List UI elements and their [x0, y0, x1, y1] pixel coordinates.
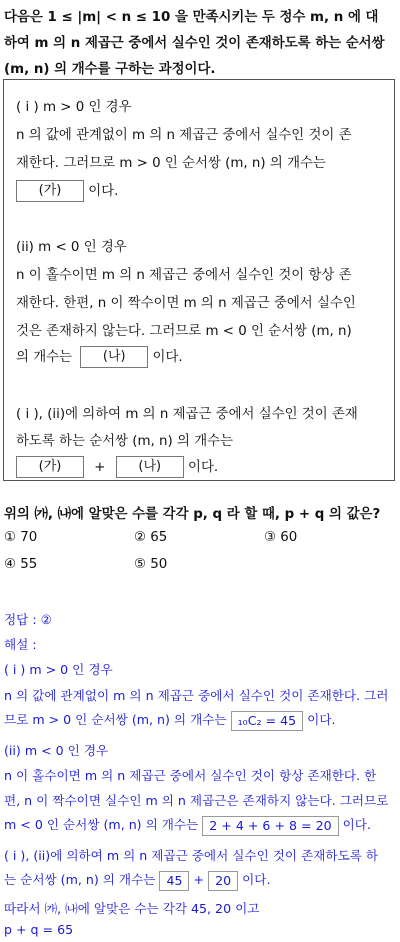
sum-result-box: 2 + 4 + 6 + 8 = 20	[202, 816, 338, 836]
solution-line-7-text: m < 0 인 순서쌍 (m, n) 의 개수는	[4, 817, 199, 832]
plus-sign: +	[94, 460, 106, 475]
conclusion-line-2: 하도록 하는 순서쌍 (m, n) 의 개수는	[16, 434, 233, 449]
conclusion-suffix: 이다.	[188, 460, 219, 475]
question-line-1: 다음은 1 ≤ |m| < n ≤ 10 을 만족시키는 두 정수 m, n 에 대	[4, 10, 379, 25]
question-line-3: (m, n) 의 개수를 구하는 과정이다.	[4, 62, 216, 77]
solution-line-1: ( i ) m > 0 인 경우	[4, 662, 113, 677]
solution-final-answer: p + q = 65	[4, 922, 74, 937]
solution-line-8: ( i ), (ii)에 의하여 m 의 n 제곱근 중에서 실수인 것이 존재하도록 하	[4, 848, 379, 863]
case2-title: (ii) m < 0 인 경우	[16, 240, 127, 255]
combination-result-box: ₁₀C₂ = 45	[231, 711, 304, 731]
value-45-box: 45	[159, 871, 189, 891]
blank-ga-final: (가)	[16, 456, 84, 478]
case2-blank-row	[16, 346, 183, 368]
case1-suffix: 이다.	[88, 184, 119, 199]
solution-line-7	[4, 814, 371, 836]
solution-line-4: (ii) m < 0 인 경우	[4, 743, 109, 758]
choice-3[interactable]: ③ 60	[264, 530, 298, 545]
choice-4[interactable]: ④ 55	[4, 557, 38, 572]
solution-line-2: n 의 값에 관계없이 m 의 n 제곱근 중에서 실수인 것이 존재한다. 그러	[4, 688, 389, 703]
solution-line-3	[4, 709, 336, 731]
solution-line-10: 따라서 ㈎, ㈏에 알맞은 수는 각각 45, 20 이고	[4, 901, 260, 916]
case2-suffix: 이다.	[152, 350, 183, 365]
question-prompt: 위의 ㈎, ㈏에 알맞은 수를 각각 p, q 라 할 때, p + q 의 값은?	[4, 507, 381, 522]
conclusion-line-1: ( i ), (ii)에 의하여 m 의 n 제곱근 중에서 실수인 것이 존재	[16, 407, 358, 422]
value-20-box: 20	[208, 871, 238, 891]
case1-title: ( i ) m > 0 인 경우	[16, 100, 132, 115]
blank-na: (나)	[80, 346, 148, 368]
case1-blank-row	[16, 180, 118, 202]
choice-1[interactable]: ① 70	[4, 530, 38, 545]
blank-na-final: (나)	[116, 456, 184, 478]
solution-line-9	[4, 869, 270, 891]
solution-plus-sign: +	[193, 872, 205, 887]
solution-line-3-suffix: 이다.	[307, 712, 336, 727]
case1-line-2: 재한다. 그러므로 m > 0 인 순서쌍 (m, n) 의 개수는	[16, 156, 326, 171]
choice-2[interactable]: ② 65	[134, 530, 168, 545]
blank-ga: (가)	[16, 180, 84, 202]
solution-line-5: n 이 홀수이면 m 의 n 제곱근 중에서 실수인 것이 항상 존재한다. 한	[4, 768, 377, 783]
solution-line-3-text: 므로 m > 0 인 순서쌍 (m, n) 의 개수는	[4, 712, 227, 727]
solution-line-7-suffix: 이다.	[342, 817, 371, 832]
case2-line-1: n 이 홀수이면 m 의 n 제곱근 중에서 실수인 것이 항상 존	[16, 268, 352, 283]
solution-line-9-suffix: 이다.	[242, 872, 271, 887]
case2-line-4: 의 개수는	[16, 350, 72, 365]
solution-line-6: 편, n 이 짝수이면 실수인 m 의 n 제곱근은 존재하지 않는다. 그러므로	[4, 793, 389, 808]
case2-line-2: 재한다. 한편, n 이 짝수이면 m 의 n 제곱근 중에서 실수인	[16, 296, 356, 311]
conclusion-blank-row	[16, 456, 218, 478]
choice-5[interactable]: ⑤ 50	[134, 557, 168, 572]
case1-line-1: n 의 값에 관계없이 m 의 n 제곱근 중에서 실수인 것이 존	[16, 128, 352, 143]
case2-line-3: 것은 존재하지 않는다. 그러므로 m < 0 인 순서쌍 (m, n)	[16, 324, 352, 339]
solution-line-9-text: 는 순서쌍 (m, n) 의 개수는	[4, 872, 156, 887]
proof-box	[3, 79, 395, 481]
answer-line: 정답 : ②	[4, 612, 52, 627]
question-line-2: 하여 m 의 n 제곱근 중에서 실수인 것이 존재하도록 하는 순서쌍	[4, 36, 385, 51]
solution-heading: 해설 :	[4, 637, 37, 652]
